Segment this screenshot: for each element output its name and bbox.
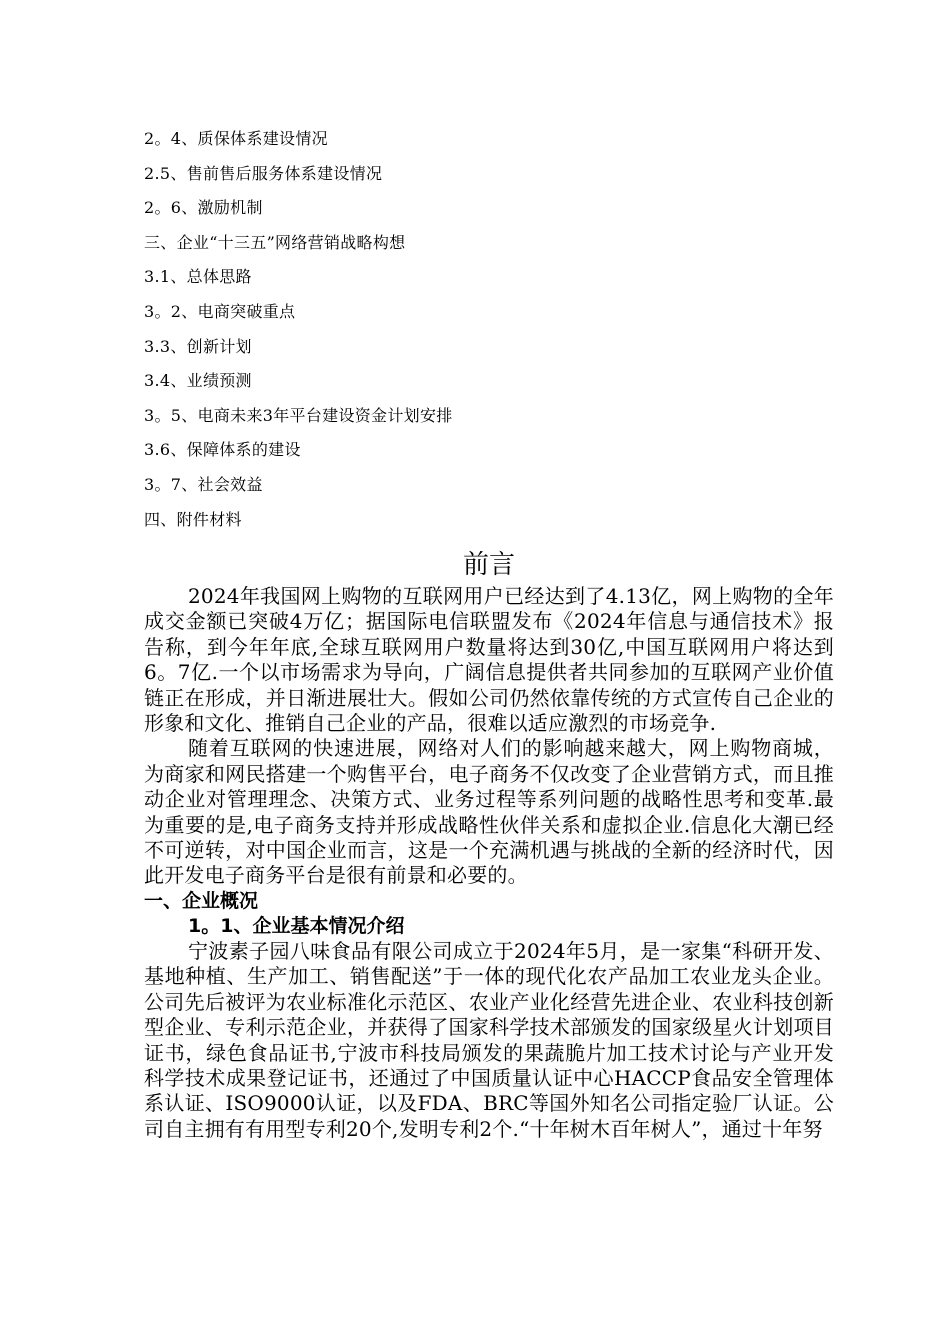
toc-item: 3.6、保障体系的建设 [144, 440, 301, 460]
toc-item: 3.4、业绩预测 [144, 371, 252, 391]
section-heading: 一、企业概况 [144, 889, 259, 912]
toc-item: 3.3、创新计划 [144, 336, 252, 356]
table-of-contents [144, 122, 844, 537]
preface-paragraph: 2024年我国网上购物的互联网用户已经达到了4.13亿，网上购物的全年成交金额已突破4万亿；据国际电信联盟发布《2024年信息与通信技术》报告称，到今年年底,全球互联网用户数量将达到30亿,中国互联网用户将达到6。7亿.一个以市场需求为导向，广阔信息提供者共同参加的互联网产业价值链正在形成，并日渐进展壮大。假如公司仍然依靠传统的方式宣传自己企业的形象和文化、推销自己企业的产品，很难以适应激烈的市场竞争. [144, 584, 834, 736]
toc-item: 2.5、售前售后服务体系建设情况 [144, 163, 383, 183]
toc-item: 3.1、总体思路 [144, 267, 252, 287]
toc-item: 3。2、电商突破重点 [144, 301, 296, 321]
preface-title: 前言 [462, 550, 515, 580]
section-paragraph: 宁波素子园八味食品有限公司成立于2024年5月，是一家集“科研开发、基地种植、生产加工、销售配送”于一体的现代化农产品加工农业龙头企业。公司先后被评为农业标准化示范区、农业产业化经营先进企业、农业科技创新型企业、专利示范企业，并获得了国家科学技术部颁发的国家级星火计划项目证书，绿色食品证书,宁波市科技局颁发的果蔬脆片加工技术讨论与产业开发科学技术成果登记证书，还通过了中国质量认证中心HACCP食品安全管理体系认证、ISO9000认证，以及FDA、BRC等国外知名公司指定验厂认证。公司自主拥有有用型专利20个,发明专利2个.“十年树木百年树人”，通过十年努 [144, 938, 834, 1141]
toc-item: 四、附件材料 [144, 509, 242, 529]
toc-item: 2。6、激励机制 [144, 198, 263, 218]
toc-item: 三、企业“十三五”网络营销战略构想 [144, 232, 406, 252]
toc-item: 3。7、社会效益 [144, 474, 263, 494]
preface-paragraph: 随着互联网的快速进展，网络对人们的影响越来越大，网上购物商城，为商家和网民搭建一个购售平台，电子商务不仅改变了企业营销方式，而且推动企业对管理理念、决策方式、业务过程等系列问题的战略性思考和变革.最为重要的是,电子商务支持并形成战略性伙伴关系和虚拟企业.信息化大潮已经不可逆转，对中国企业而言，这是一个充满机遇与挑战的全新的经济时代，因此开发电子商务平台是很有前景和必要的。 [144, 736, 834, 888]
subsection-heading: 1。1、企业基本情况介绍 [188, 914, 405, 937]
toc-item: 2。4、质保体系建设情况 [144, 129, 328, 148]
toc-item: 3。5、电商未来3年平台建设资金计划安排 [144, 405, 453, 425]
document-body [144, 546, 834, 1142]
